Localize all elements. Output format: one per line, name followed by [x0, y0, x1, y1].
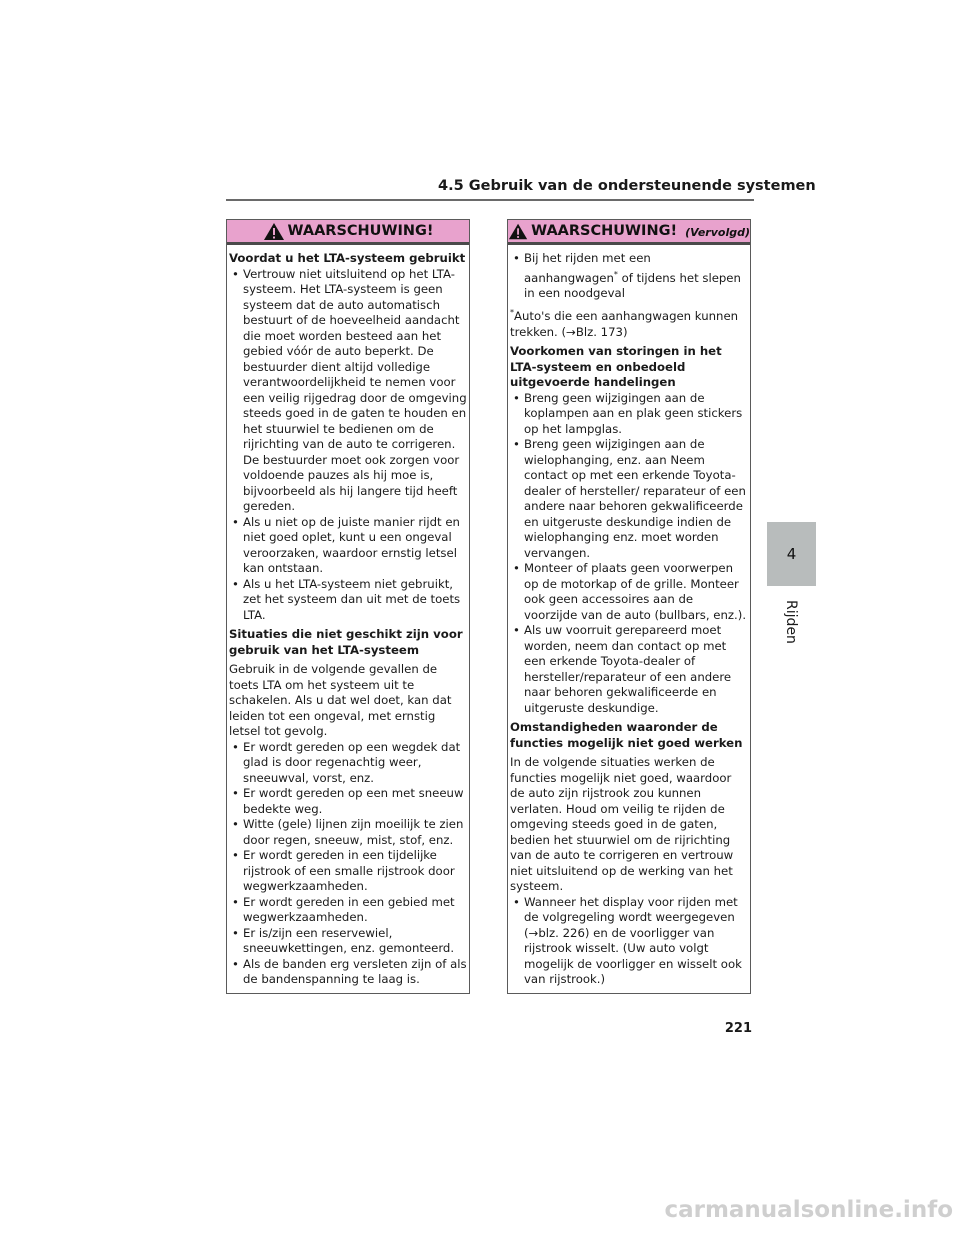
- section-header: 4.5 Gebruik van de ondersteunende systemen: [438, 178, 816, 194]
- list-item: • Breng geen wijzigingen aan de wielophanging, enz. aan Neem contact op met een erkende Toyota-dealer of hersteller/ reparateur of een andere naar behoren gekwalificeerde en uitgeruste deskundige indien de wielophanging enz. moet worden vervangen.: [510, 437, 748, 561]
- list-item: • Er is/zijn een reservewiel, sneeuwkettingen, enz. gemonteerd.: [229, 926, 467, 957]
- warning-box-right: [507, 219, 751, 994]
- paragraph: In de volgende situaties werken de functies mogelijk niet goed, waardoor de auto zijn rijstrook zou kunnen verlaten. Houd om veilig te rijden de omgeving steeds goed in de gaten, bedien het stuurwiel om de rijrichting van de auto te corrigeren en vertrouw niet uitsluitend op de werking van het systeem.: [510, 755, 734, 894]
- list-item: • Als uw voorruit gerepareerd moet worden, neem dan contact op met een erkende Toyota-dealer of hersteller/reparateur of een andere naar behoren gekwalificeerde en uitgeruste deskundige.: [510, 623, 748, 716]
- list-item: • Witte (gele) lijnen zijn moeilijk te zien door regen, sneeuw, mist, stof, enz.: [229, 817, 467, 848]
- subheading: Voordat u het LTA-systeem gebruikt: [229, 251, 466, 265]
- watermark: carmanualsonline.info: [664, 1197, 953, 1223]
- list-item: • Als u niet op de juiste manier rijdt en niet goed oplet, kunt u een ongeval veroorzaken, waardoor ernstig letsel kan ontstaan.: [229, 515, 467, 577]
- footnote: [510, 305, 748, 340]
- footnote-marker: *: [510, 308, 514, 318]
- list-item-text: of tijdens het slepen in een noodgeval: [524, 270, 741, 300]
- list-item: • Monteer of plaats geen voorwerpen op de motorkap of de grille. Monteer ook geen accessoires aan de voorzijde van de auto (bullbars, enz.).: [510, 561, 748, 623]
- warning-header: [508, 220, 750, 245]
- list-item: • Wanneer het display voor rijden met de volgregeling wordt weergegeven (→blz. 226) en de voorligger van rijstrook wisselt. (Uw auto volgt mogelijk de voorligger en wisselt ook van rijstrook.): [510, 895, 748, 988]
- bullet-list: [229, 267, 467, 624]
- list-item: • Er wordt gereden in een tijdelijke rijstrook of een smalle rijstrook door wegwerkzaamheden.: [229, 848, 467, 895]
- warning-header: [227, 220, 469, 245]
- bullet-list: [510, 391, 748, 717]
- warning-triangle-icon: [508, 222, 528, 241]
- list-item: • Als u het LTA-systeem niet gebruikt, zet het systeem dan uit met de toets LTA.: [229, 577, 467, 624]
- footnote-text: Auto's die een aanhangwagen kunnen trekken. (→Blz. 173): [510, 309, 739, 339]
- list-item: • Als de banden erg versleten zijn of als de bandenspanning te laag is.: [229, 957, 467, 988]
- subheading: Omstandigheden waaronder de functies mogelijk niet goed werken: [510, 720, 743, 750]
- page-number: 221: [724, 1021, 752, 1036]
- list-item: • Breng geen wijzigingen aan de koplampen aan en plak geen stickers op het lampglas.: [510, 391, 748, 438]
- list-item: • Er wordt gereden in een gebied met wegwerkzaamheden.: [229, 895, 467, 926]
- subheading: Voorkomen van storingen in het LTA-systeem en onbedoeld uitgevoerde handelingen: [510, 344, 722, 390]
- list-item: • Er wordt gereden op een met sneeuw bedekte weg.: [229, 786, 467, 817]
- header-divider: [226, 199, 754, 201]
- subheading: Situaties die niet geschikt zijn voor gebruik van het LTA-systeem: [229, 627, 463, 657]
- bullet-list: [510, 895, 748, 988]
- warning-title: WAARSCHUWING!: [287, 223, 434, 239]
- bullet-list: [229, 740, 467, 988]
- chapter-number: 4: [786, 545, 797, 563]
- list-item: [510, 251, 748, 301]
- list-item: • Vertrouw niet uitsluitend op het LTA-systeem. Het LTA-systeem is geen systeem dat de auto automatisch bestuurt of de hoeveelheid aandacht die moet worden besteed aan het gebied vóór de auto beperkt. De bestuurder dient altijd volledige verantwoordelijkheid te nemen voor een veilig rijgedrag door de omgeving steeds goed in de gaten te houden en het stuurwiel te bedienen om de rijrichting van de auto te corrigeren. De bestuurder moet ook zorgen voor voldoende pauzes als hij moe is, bijvoorbeeld als hij langere tijd heeft gereden.: [229, 267, 467, 515]
- chapter-tab[interactable]: [767, 522, 816, 586]
- chapter-label: [766, 592, 815, 652]
- warning-triangle-icon: [263, 222, 285, 241]
- warning-title: WAARSCHUWING!: [531, 223, 678, 239]
- paragraph: Gebruik in de volgende gevallen de toets LTA om het systeem uit te schakelen. Als u dat wel doet, kan dat leiden tot een ongeval, met ernstig letsel tot gevolg.: [229, 662, 452, 738]
- chapter-title: Rijden: [782, 600, 799, 644]
- continued-label: (Vervolgd): [685, 225, 750, 239]
- footnote-marker: *: [613, 269, 618, 279]
- warning-box-left: [226, 219, 470, 994]
- list-item-text: Bij het rijden met een aanhangwagen: [524, 251, 651, 285]
- list-item: • Er wordt gereden op een wegdek dat glad is door regenachtig weer, sneeuwval, vorst, enz.: [229, 740, 467, 787]
- bullet-list: [510, 251, 748, 301]
